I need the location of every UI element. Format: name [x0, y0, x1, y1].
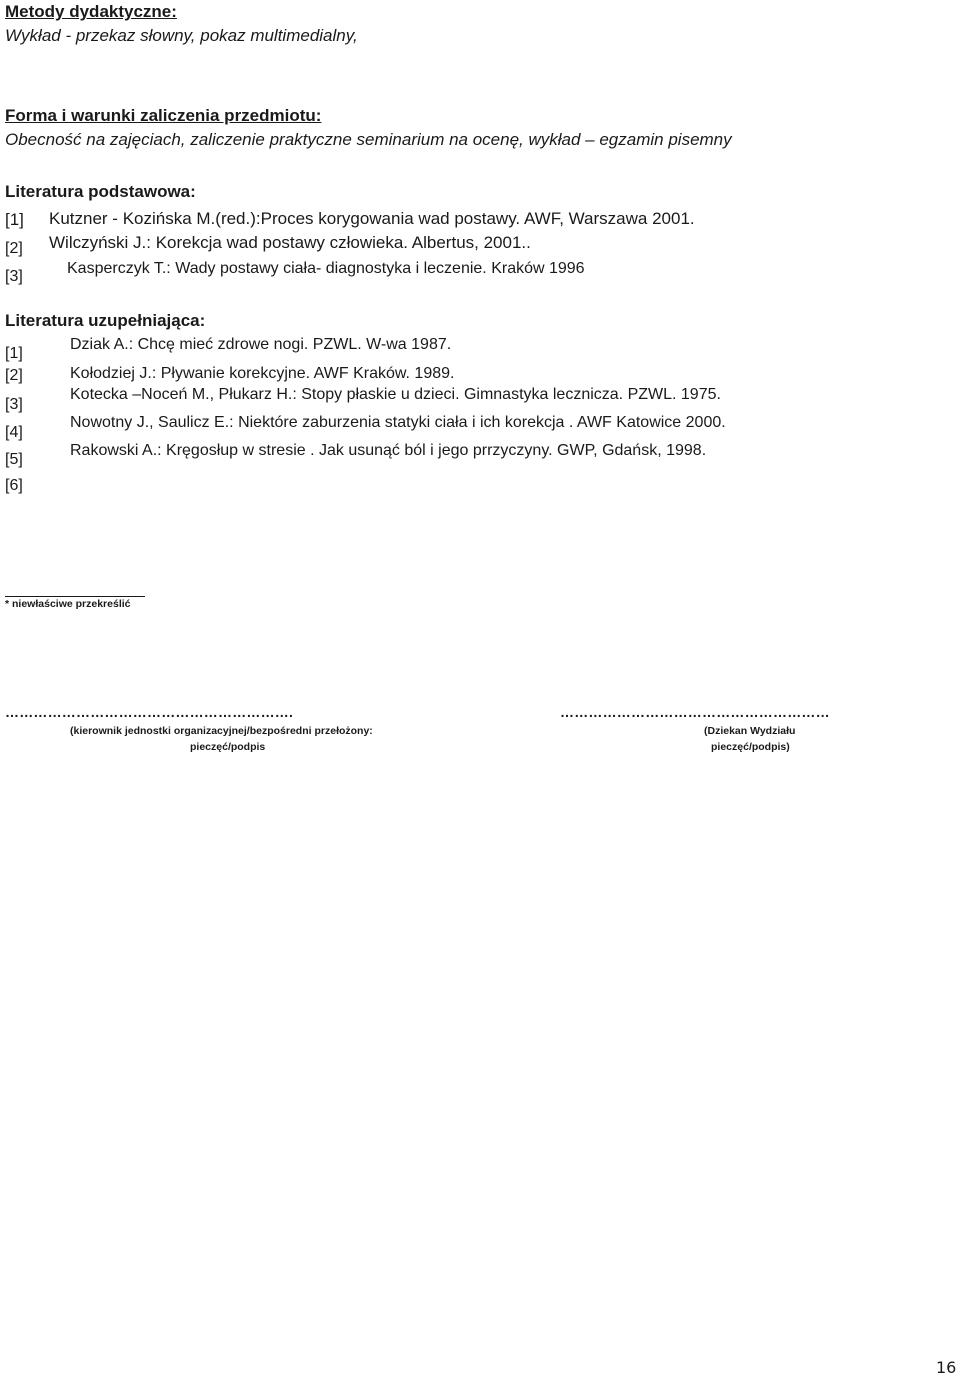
left-signature-dots: …………………………………………………….	[5, 704, 294, 720]
list-item-number: [2]	[5, 367, 23, 384]
footnote-text: * niewłaściwe przekreślić	[5, 598, 131, 610]
assessment-heading: Forma i warunki zaliczenia przedmiotu:	[5, 106, 322, 125]
list-item-number: [2]	[5, 240, 23, 257]
list-item-number: [4]	[5, 424, 23, 441]
left-signature-caption: (kierownik jednostki organizacyjnej/bezpośredni przełożony:	[70, 725, 373, 737]
page-number: 16	[936, 1358, 957, 1377]
list-item-text: Dziak A.: Chcę mieć zdrowe nogi. PZWL. W-wa 1987.	[70, 336, 452, 353]
list-item-number: [6]	[5, 477, 23, 494]
list-item-number: [3]	[5, 268, 23, 285]
supplementary-literature-heading: Literatura uzupełniająca:	[5, 311, 206, 330]
list-item-text: Rakowski A.: Kręgosłup w stresie . Jak usunąć ból i jego prrzyczyny. GWP, Gdańsk, 1998.	[70, 442, 707, 459]
basic-literature-heading: Literatura podstawowa:	[5, 182, 196, 201]
list-item-number: [5]	[5, 451, 23, 468]
list-item-text: Kutzner - Kozińska M.(red.):Proces korygowania wad postawy. AWF, Warszawa 2001.	[49, 209, 695, 228]
list-item-text: Kołodziej J.: Pływanie korekcyjne. AWF Kraków. 1989.	[70, 365, 455, 382]
list-item-text: Nowotny J., Saulicz E.: Niektóre zaburzenia statyki ciała i ich korekcja . AWF Katowice 2000.	[70, 414, 726, 431]
right-signature-caption: (Dziekan Wydziału	[704, 725, 796, 737]
methods-heading: Metody dydaktyczne:	[5, 2, 177, 21]
list-item-text: Kotecka –Noceń M., Płukarz H.: Stopy płaskie u dzieci. Gimnastyka lecznicza. PZWL. 1975.	[70, 386, 721, 403]
right-signature-dots: …………………………………………………	[560, 704, 830, 720]
footnote-separator	[5, 596, 145, 597]
list-item-number: [3]	[5, 396, 23, 413]
list-item-number: [1]	[5, 210, 24, 229]
methods-text: Wykład - przekaz słowny, pokaz multimedialny,	[5, 26, 358, 45]
list-item-text: Kasperczyk T.: Wady postawy ciała- diagnostyka i leczenie. Kraków 1996	[67, 260, 585, 277]
list-item-text: Wilczyński J.: Korekcja wad postawy człowieka. Albertus, 2001..	[49, 233, 531, 252]
list-item-number: [1]	[5, 345, 23, 362]
left-signature-stamp: pieczęć/podpis	[190, 741, 266, 753]
right-signature-stamp: pieczęć/podpis)	[711, 741, 790, 753]
assessment-text: Obecność na zajęciach, zaliczenie praktyczne seminarium na ocenę, wykład – egzamin pisemny	[5, 130, 732, 149]
